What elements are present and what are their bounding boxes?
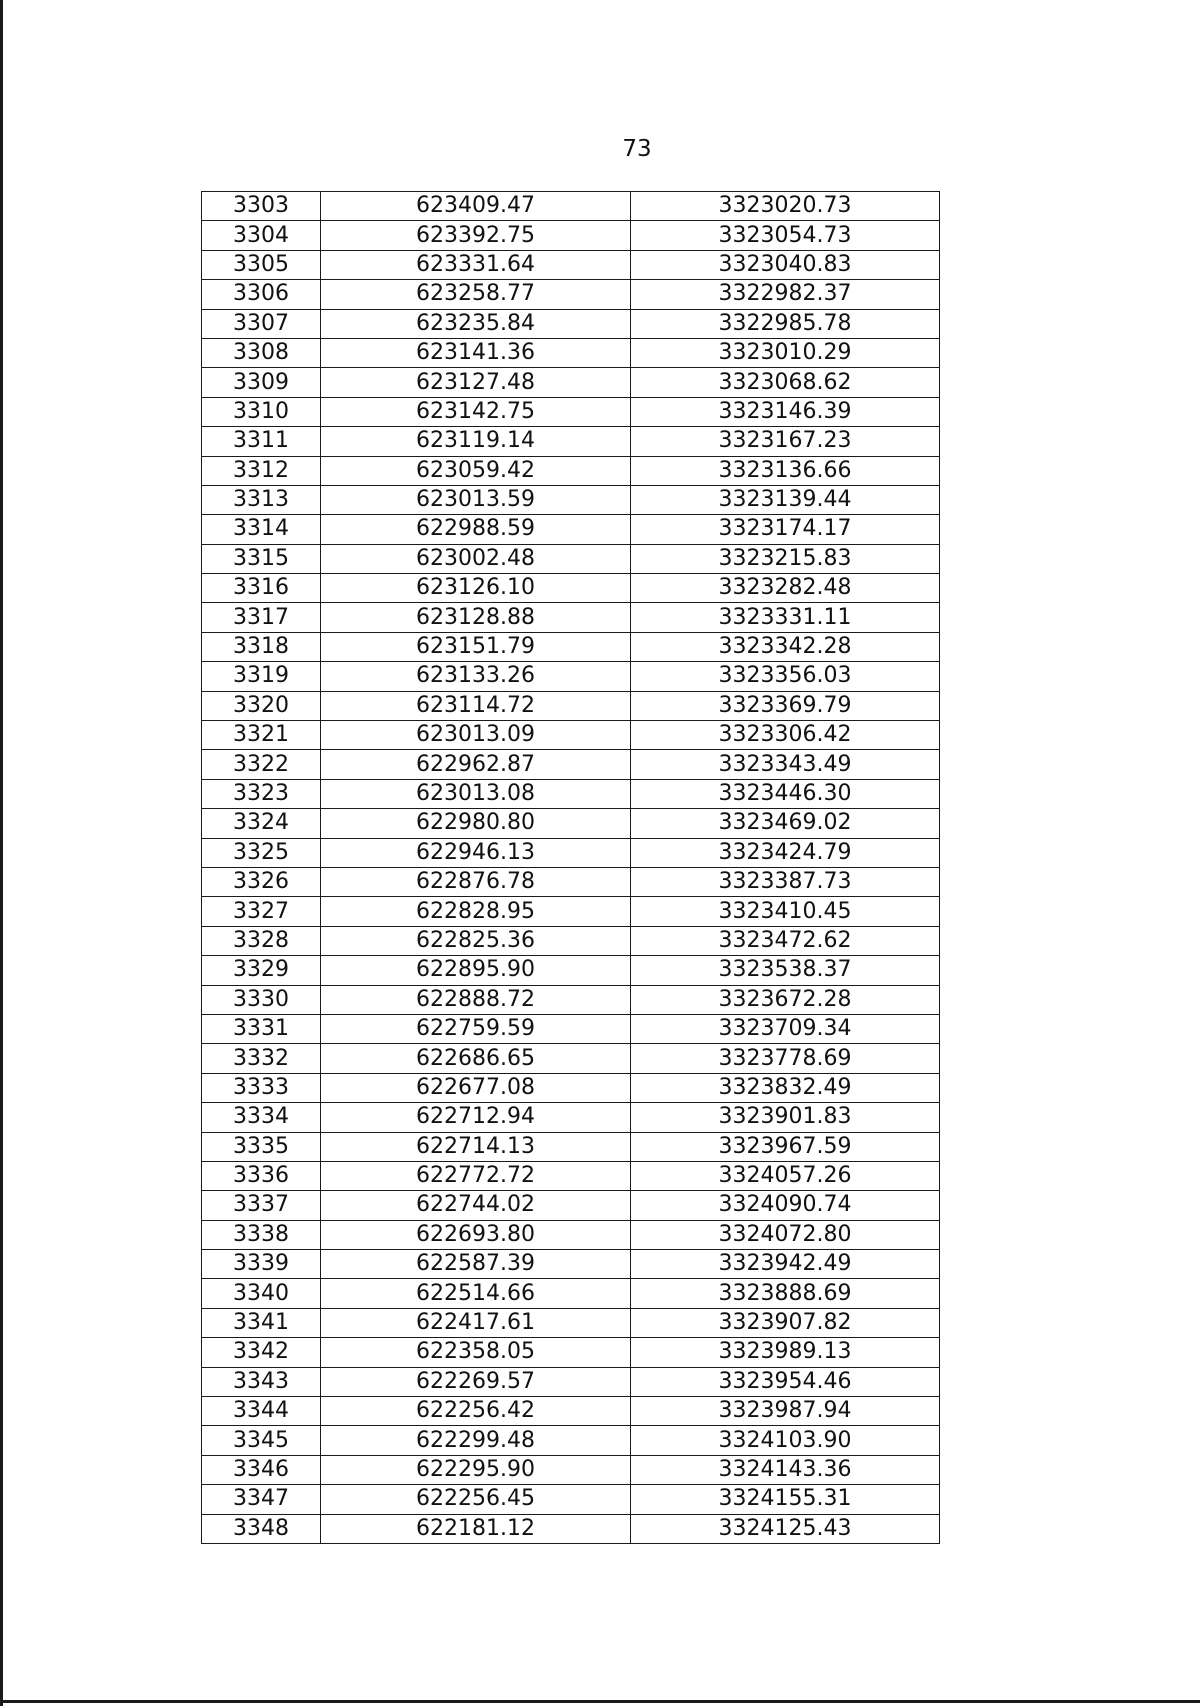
point-id-cell: 3304 — [202, 221, 321, 250]
table-row — [202, 632, 940, 661]
northing-cell: 3323832.49 — [631, 1073, 940, 1102]
table-row — [202, 867, 940, 896]
easting-cell: 622962.87 — [321, 750, 631, 779]
table-row — [202, 1191, 940, 1220]
easting-cell: 622295.90 — [321, 1455, 631, 1484]
easting-cell: 623151.79 — [321, 632, 631, 661]
northing-cell: 3323907.82 — [631, 1308, 940, 1337]
table-row — [202, 1514, 940, 1543]
table-row — [202, 809, 940, 838]
easting-cell: 622417.61 — [321, 1308, 631, 1337]
northing-cell: 3323282.48 — [631, 574, 940, 603]
table-row — [202, 691, 940, 720]
table-row — [202, 309, 940, 338]
table-row — [202, 750, 940, 779]
easting-cell: 623059.42 — [321, 456, 631, 485]
easting-cell: 622181.12 — [321, 1514, 631, 1543]
point-id-cell: 3320 — [202, 691, 321, 720]
table-row — [202, 1279, 940, 1308]
northing-cell: 3323068.62 — [631, 368, 940, 397]
point-id-cell: 3329 — [202, 956, 321, 985]
northing-cell: 3323010.29 — [631, 338, 940, 367]
easting-cell: 622759.59 — [321, 1014, 631, 1043]
northing-cell: 3323472.62 — [631, 926, 940, 955]
table-row — [202, 192, 940, 221]
easting-cell: 623142.75 — [321, 397, 631, 426]
page-number: 73 — [622, 136, 652, 162]
table-row — [202, 1044, 940, 1073]
point-id-cell: 3312 — [202, 456, 321, 485]
point-id-cell: 3335 — [202, 1132, 321, 1161]
easting-cell: 622358.05 — [321, 1338, 631, 1367]
table-row — [202, 838, 940, 867]
point-id-cell: 3333 — [202, 1073, 321, 1102]
northing-cell: 3324143.36 — [631, 1455, 940, 1484]
northing-cell: 3323778.69 — [631, 1044, 940, 1073]
easting-cell: 622686.65 — [321, 1044, 631, 1073]
northing-cell: 3324155.31 — [631, 1485, 940, 1514]
northing-cell: 3323987.94 — [631, 1397, 940, 1426]
table-row — [202, 1397, 940, 1426]
northing-cell: 3323356.03 — [631, 662, 940, 691]
northing-cell: 3323954.46 — [631, 1367, 940, 1396]
easting-cell: 623331.64 — [321, 250, 631, 279]
easting-cell: 623002.48 — [321, 544, 631, 573]
northing-cell: 3323215.83 — [631, 544, 940, 573]
northing-cell: 3323942.49 — [631, 1250, 940, 1279]
table-row — [202, 1073, 940, 1102]
easting-cell: 623141.36 — [321, 338, 631, 367]
northing-cell: 3323139.44 — [631, 485, 940, 514]
easting-cell: 623409.47 — [321, 192, 631, 221]
point-id-cell: 3347 — [202, 1485, 321, 1514]
point-id-cell: 3318 — [202, 632, 321, 661]
table-row — [202, 662, 940, 691]
point-id-cell: 3306 — [202, 280, 321, 309]
point-id-cell: 3305 — [202, 250, 321, 279]
point-id-cell: 3338 — [202, 1220, 321, 1249]
easting-cell: 622772.72 — [321, 1161, 631, 1190]
northing-cell: 3323387.73 — [631, 867, 940, 896]
northing-cell: 3323538.37 — [631, 956, 940, 985]
easting-cell: 622980.80 — [321, 809, 631, 838]
easting-cell: 623013.09 — [321, 721, 631, 750]
point-id-cell: 3321 — [202, 721, 321, 750]
northing-cell: 3323369.79 — [631, 691, 940, 720]
northing-cell: 3323146.39 — [631, 397, 940, 426]
point-id-cell: 3323 — [202, 779, 321, 808]
easting-cell: 622988.59 — [321, 515, 631, 544]
coordinates-table-body — [202, 192, 940, 1544]
point-id-cell: 3315 — [202, 544, 321, 573]
easting-cell: 622587.39 — [321, 1250, 631, 1279]
easting-cell: 622876.78 — [321, 867, 631, 896]
point-id-cell: 3327 — [202, 897, 321, 926]
northing-cell: 3323136.66 — [631, 456, 940, 485]
northing-cell: 3323424.79 — [631, 838, 940, 867]
point-id-cell: 3311 — [202, 427, 321, 456]
northing-cell: 3323967.59 — [631, 1132, 940, 1161]
easting-cell: 622712.94 — [321, 1103, 631, 1132]
point-id-cell: 3330 — [202, 985, 321, 1014]
point-id-cell: 3344 — [202, 1397, 321, 1426]
point-id-cell: 3322 — [202, 750, 321, 779]
point-id-cell: 3309 — [202, 368, 321, 397]
point-id-cell: 3319 — [202, 662, 321, 691]
table-row — [202, 1367, 940, 1396]
easting-cell: 623133.26 — [321, 662, 631, 691]
point-id-cell: 3324 — [202, 809, 321, 838]
northing-cell: 3323167.23 — [631, 427, 940, 456]
table-row — [202, 985, 940, 1014]
easting-cell: 622828.95 — [321, 897, 631, 926]
point-id-cell: 3313 — [202, 485, 321, 514]
northing-cell: 3322982.37 — [631, 280, 940, 309]
point-id-cell: 3340 — [202, 1279, 321, 1308]
table-row — [202, 544, 940, 573]
northing-cell: 3322985.78 — [631, 309, 940, 338]
table-row — [202, 1308, 940, 1337]
table-row — [202, 515, 940, 544]
table-row — [202, 485, 940, 514]
easting-cell: 623126.10 — [321, 574, 631, 603]
northing-cell: 3323709.34 — [631, 1014, 940, 1043]
point-id-cell: 3346 — [202, 1455, 321, 1484]
easting-cell: 622677.08 — [321, 1073, 631, 1102]
page-bottom-edge — [0, 1700, 1200, 1703]
table-row — [202, 603, 940, 632]
point-id-cell: 3331 — [202, 1014, 321, 1043]
point-id-cell: 3308 — [202, 338, 321, 367]
easting-cell: 623013.08 — [321, 779, 631, 808]
northing-cell: 3323672.28 — [631, 985, 940, 1014]
easting-cell: 622269.57 — [321, 1367, 631, 1396]
easting-cell: 623128.88 — [321, 603, 631, 632]
point-id-cell: 3317 — [202, 603, 321, 632]
point-id-cell: 3339 — [202, 1250, 321, 1279]
northing-cell: 3323343.49 — [631, 750, 940, 779]
table-row — [202, 897, 940, 926]
table-row — [202, 338, 940, 367]
northing-cell: 3324103.90 — [631, 1426, 940, 1455]
point-id-cell: 3326 — [202, 867, 321, 896]
table-row — [202, 250, 940, 279]
northing-cell: 3323901.83 — [631, 1103, 940, 1132]
northing-cell: 3323174.17 — [631, 515, 940, 544]
northing-cell: 3323040.83 — [631, 250, 940, 279]
easting-cell: 622256.45 — [321, 1485, 631, 1514]
northing-cell: 3323306.42 — [631, 721, 940, 750]
table-row — [202, 1250, 940, 1279]
point-id-cell: 3337 — [202, 1191, 321, 1220]
table-row — [202, 1455, 940, 1484]
easting-cell: 623258.77 — [321, 280, 631, 309]
table-row — [202, 956, 940, 985]
easting-cell: 623119.14 — [321, 427, 631, 456]
point-id-cell: 3341 — [202, 1308, 321, 1337]
easting-cell: 622693.80 — [321, 1220, 631, 1249]
table-row — [202, 721, 940, 750]
easting-cell: 623013.59 — [321, 485, 631, 514]
northing-cell: 3323331.11 — [631, 603, 940, 632]
northing-cell: 3323469.02 — [631, 809, 940, 838]
table-row — [202, 427, 940, 456]
table-row — [202, 221, 940, 250]
northing-cell: 3324072.80 — [631, 1220, 940, 1249]
table-row — [202, 1161, 940, 1190]
point-id-cell: 3336 — [202, 1161, 321, 1190]
northing-cell: 3324090.74 — [631, 1191, 940, 1220]
point-id-cell: 3310 — [202, 397, 321, 426]
easting-cell: 623235.84 — [321, 309, 631, 338]
point-id-cell: 3328 — [202, 926, 321, 955]
point-id-cell: 3303 — [202, 192, 321, 221]
table-row — [202, 926, 940, 955]
easting-cell: 623392.75 — [321, 221, 631, 250]
table-row — [202, 1426, 940, 1455]
easting-cell: 622299.48 — [321, 1426, 631, 1455]
point-id-cell: 3332 — [202, 1044, 321, 1073]
table-row — [202, 456, 940, 485]
northing-cell: 3323888.69 — [631, 1279, 940, 1308]
easting-cell: 623127.48 — [321, 368, 631, 397]
northing-cell: 3324125.43 — [631, 1514, 940, 1543]
easting-cell: 622888.72 — [321, 985, 631, 1014]
northing-cell: 3323410.45 — [631, 897, 940, 926]
point-id-cell: 3342 — [202, 1338, 321, 1367]
table-row — [202, 1220, 940, 1249]
table-row — [202, 368, 940, 397]
table-row — [202, 1103, 940, 1132]
table-row — [202, 1014, 940, 1043]
point-id-cell: 3343 — [202, 1367, 321, 1396]
table-row — [202, 280, 940, 309]
easting-cell: 623114.72 — [321, 691, 631, 720]
easting-cell: 622825.36 — [321, 926, 631, 955]
northing-cell: 3323989.13 — [631, 1338, 940, 1367]
easting-cell: 622744.02 — [321, 1191, 631, 1220]
easting-cell: 622895.90 — [321, 956, 631, 985]
northing-cell: 3323020.73 — [631, 192, 940, 221]
table-row — [202, 779, 940, 808]
point-id-cell: 3316 — [202, 574, 321, 603]
table-row — [202, 397, 940, 426]
table-row — [202, 1485, 940, 1514]
point-id-cell: 3348 — [202, 1514, 321, 1543]
easting-cell: 622946.13 — [321, 838, 631, 867]
northing-cell: 3323342.28 — [631, 632, 940, 661]
table-row — [202, 574, 940, 603]
point-id-cell: 3307 — [202, 309, 321, 338]
page-left-edge — [0, 0, 3, 1706]
northing-cell: 3323446.30 — [631, 779, 940, 808]
point-id-cell: 3334 — [202, 1103, 321, 1132]
table-row — [202, 1338, 940, 1367]
easting-cell: 622514.66 — [321, 1279, 631, 1308]
easting-cell: 622256.42 — [321, 1397, 631, 1426]
easting-cell: 622714.13 — [321, 1132, 631, 1161]
northing-cell: 3324057.26 — [631, 1161, 940, 1190]
point-id-cell: 3345 — [202, 1426, 321, 1455]
northing-cell: 3323054.73 — [631, 221, 940, 250]
coordinates-table — [201, 191, 940, 1544]
point-id-cell: 3314 — [202, 515, 321, 544]
point-id-cell: 3325 — [202, 838, 321, 867]
table-row — [202, 1132, 940, 1161]
